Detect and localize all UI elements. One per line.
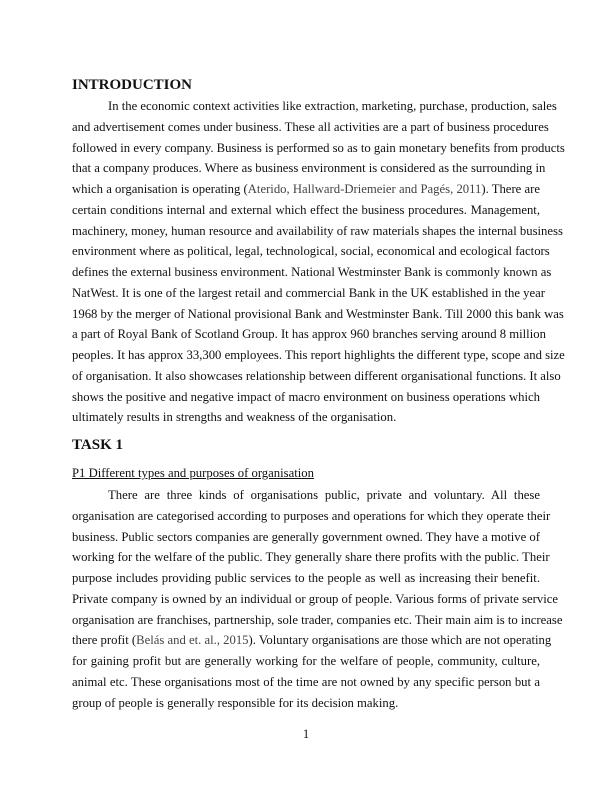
text-line: working for the welfare of the public. They generally share there profits with the public. Their — [72, 550, 550, 565]
text-line: peoples. It has approx 33,300 employees. This report highlights the different type, scope and size — [72, 348, 565, 362]
text-line: business. Public sectors companies are generally government owned. They have a motive of — [72, 529, 540, 544]
text-line: defines the external business environment. National Westminster Bank is commonly known as — [72, 265, 552, 279]
text-line: animal etc. These organisations most of the time are not owned by any specific person but a — [72, 674, 540, 689]
text-line: organisation are categorised according to purposes and operations for which they operate their — [72, 508, 551, 523]
text-line: that a company produces. Where as business environment is considered as the surrounding in — [72, 161, 546, 176]
citation: Belás and et. al., 2015 — [136, 633, 249, 648]
text-line: followed in every company. Business is performed so as to gain monetary benefits from products — [72, 140, 565, 155]
text-line: 1968 by the merger of National provisional Bank and Westminster Bank. Till 2000 this bank was — [72, 306, 564, 321]
text-line: shows the positive and negative impact of macro environment on business operations which — [72, 389, 540, 404]
text-line: for gaining profit but are generally working for the welfare of people, community, culture, — [72, 654, 540, 668]
text-line: and advertisement comes under business. These all activities are a part of business procedures — [72, 119, 549, 134]
text-line: NatWest. It is one of the largest retail and commercial Bank in the UK established in the year — [72, 285, 545, 300]
text-line: of organisation. It also showcases relationship between different organisational functions. It also — [72, 368, 561, 383]
introduction-heading: INTRODUCTION — [72, 77, 193, 93]
text-line: organisation are franchises, partnership, sole trader, companies etc. Their main aim is to increase — [72, 612, 563, 627]
task1-heading: TASK 1 — [72, 437, 123, 453]
task1-paragraph — [72, 485, 563, 713]
text-line: Private company is owned by an individual or group of people. Various forms of private service — [72, 591, 559, 606]
text-segment: there profit ( — [72, 633, 137, 648]
text-line: In the economic context activities like extraction, marketing, purchase, production, sales — [108, 99, 557, 113]
text-line: machinery, money, human resource and availability of raw materials shapes the internal business — [72, 223, 563, 238]
text-line: ultimately results in strengths and weakness of the organisation. — [72, 410, 397, 425]
text-segment: which a organisation is operating ( — [72, 182, 248, 196]
page-number: 1 — [302, 727, 310, 741]
introduction-paragraph — [72, 96, 565, 428]
text-line: environment where as political, legal, technological, social, economical and ecological factors — [72, 244, 550, 259]
text-line: a part of Royal Bank of Scotland Group. It has approx 960 branches serving around 8 million — [72, 327, 546, 342]
text-line — [72, 630, 552, 651]
text-line: There are three kinds of organisations public, private and voluntary. All these — [108, 488, 540, 502]
text-segment: ). There are — [481, 182, 540, 196]
task1-subheading: P1 Different types and purposes of organisation — [72, 466, 314, 480]
citation: Aterido, Hallward-Driemeier and Pagés, 2011 — [247, 182, 482, 196]
text-line: purpose includes providing public services to the people as well as increasing their benefit. — [72, 571, 540, 585]
text-line — [72, 179, 540, 200]
text-line: certain conditions internal and external which effect the business procedures. Management, — [72, 202, 540, 217]
text-segment: ). Voluntary organisations are those which are not operating — [248, 633, 552, 648]
text-line: group of people is generally responsible for its decision making. — [72, 695, 399, 710]
